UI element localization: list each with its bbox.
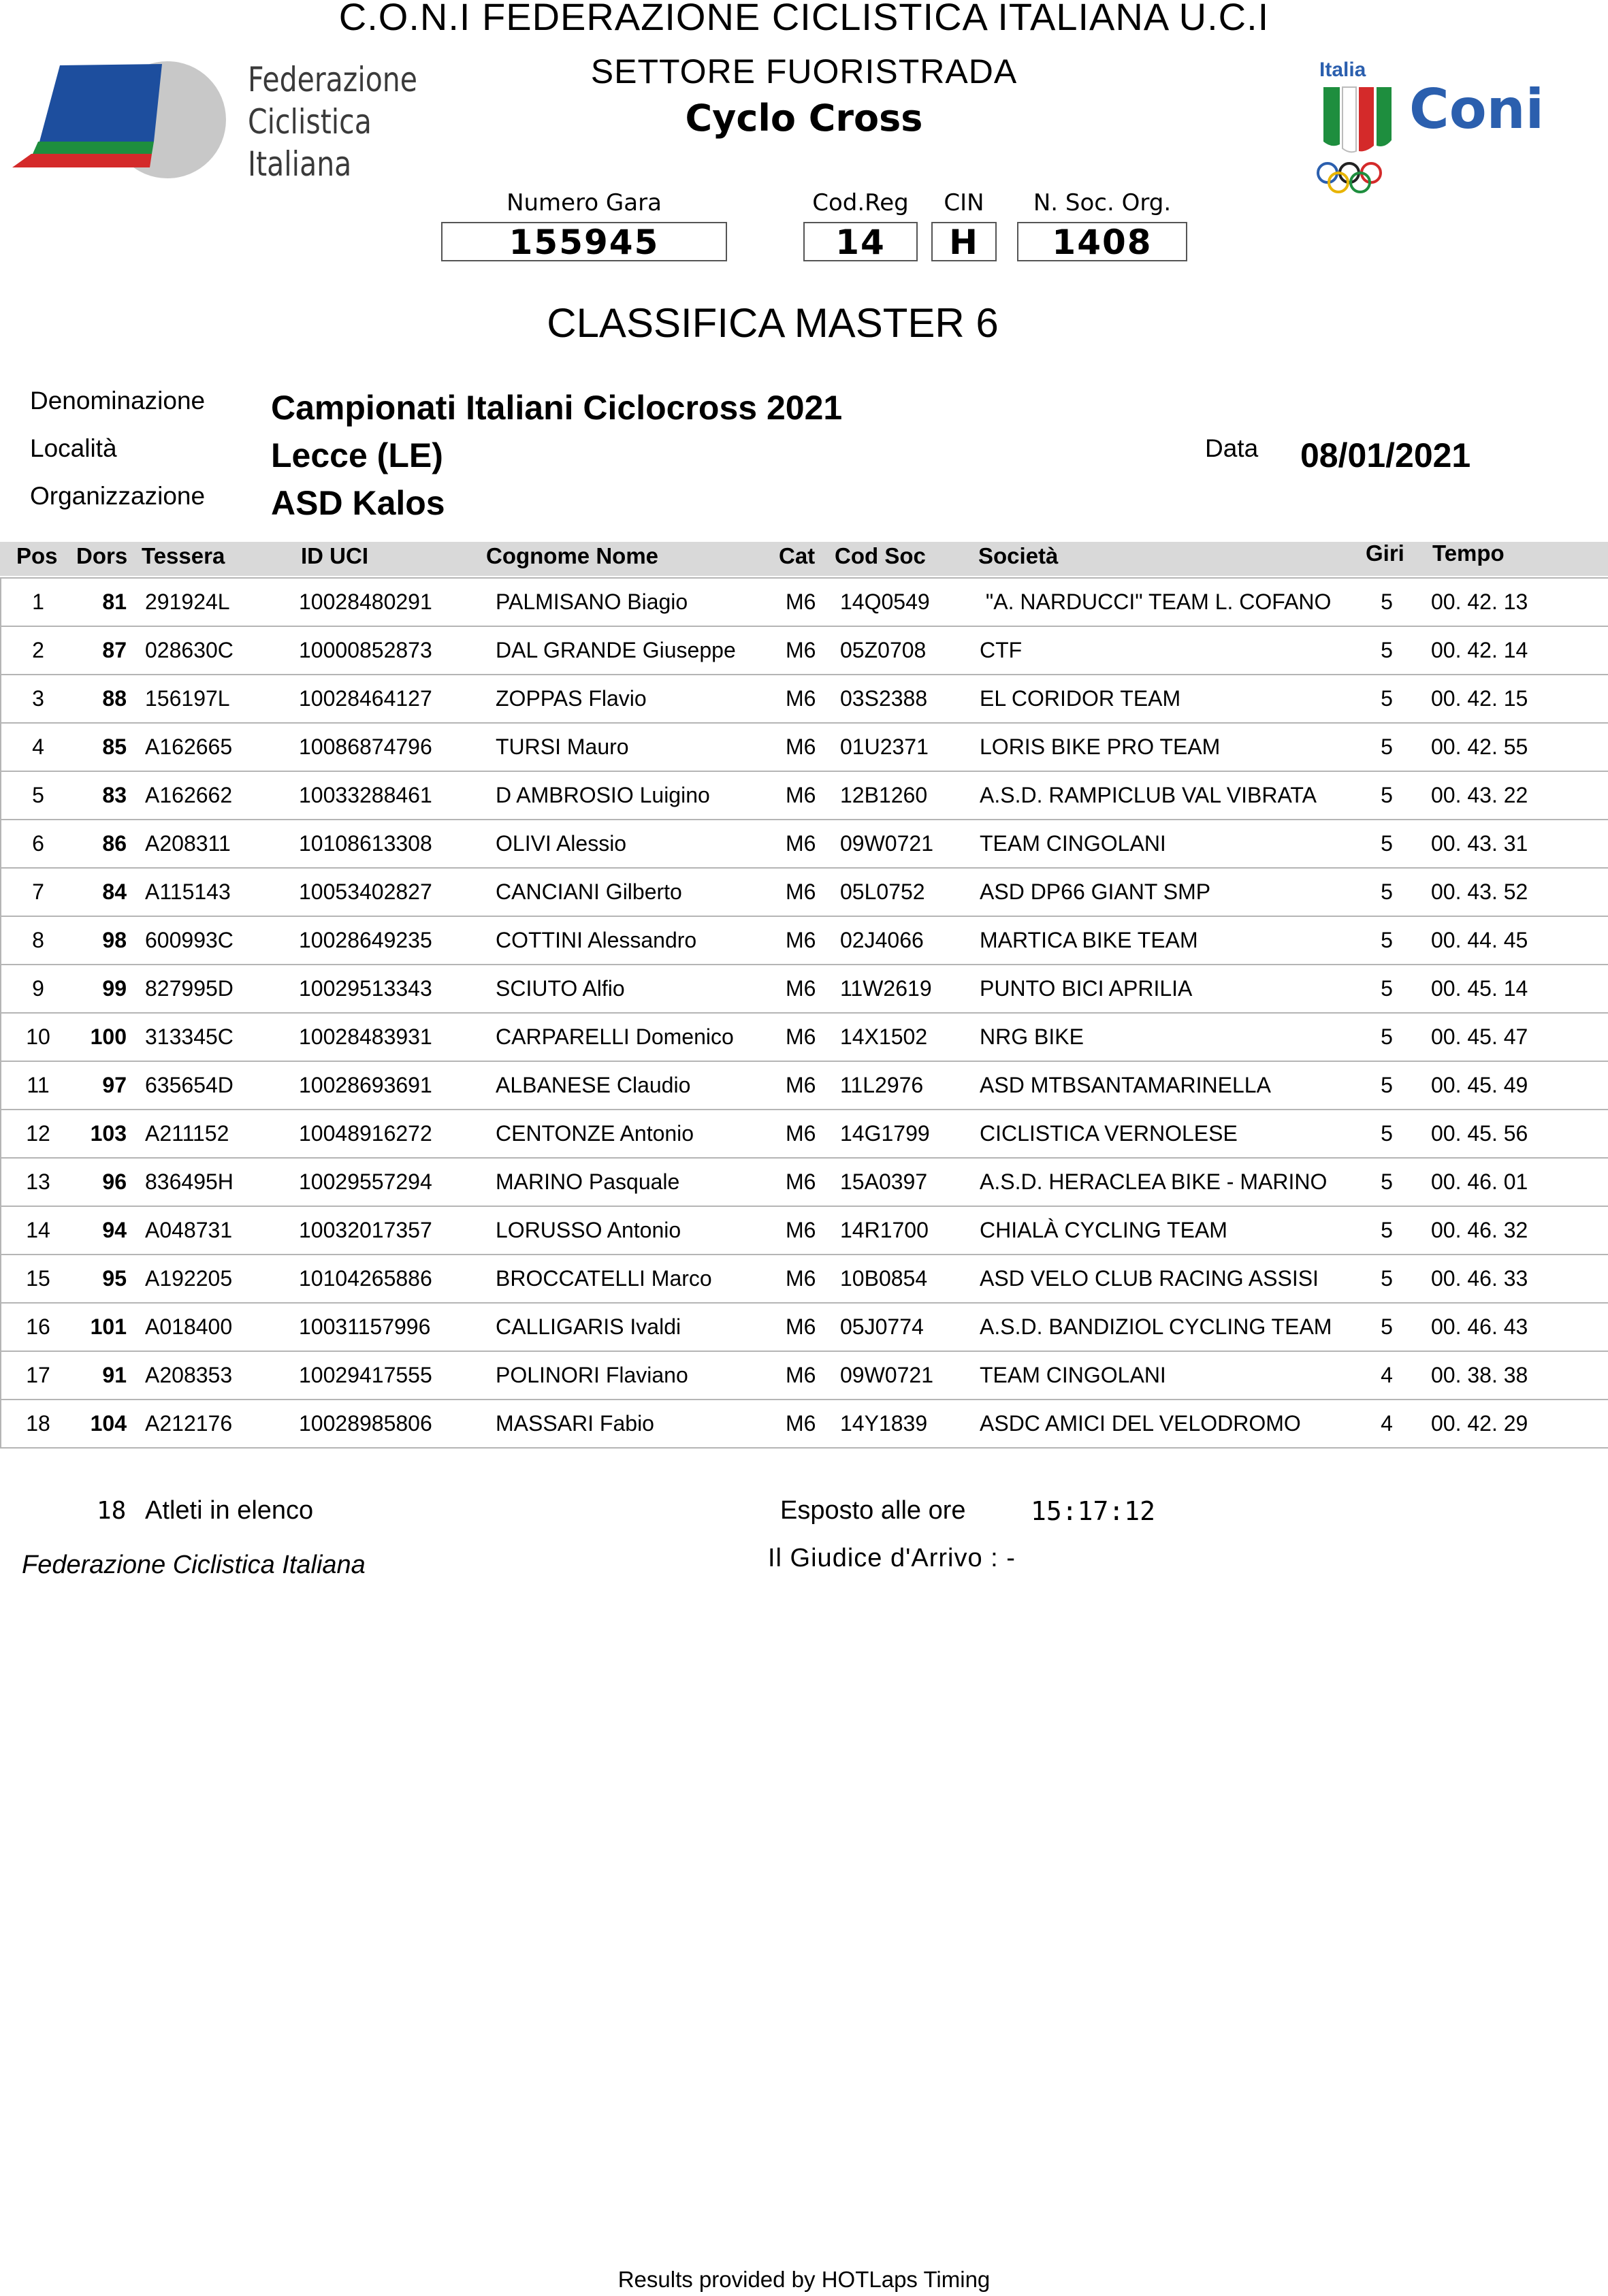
col-header-id-uci: ID UCI	[301, 543, 368, 568]
coni-logo-text: Coni	[1409, 78, 1545, 141]
cell-name: SCIUTO Alfio	[496, 976, 625, 1001]
cell-pos: 6	[32, 831, 44, 856]
cell-cod-soc: 10B0854	[840, 1266, 928, 1291]
cell-uci: 10086874796	[299, 734, 432, 759]
cell-tempo: 00. 42. 55	[1431, 734, 1528, 759]
col-header-tessera: Tessera	[142, 543, 225, 568]
cell-giri: 5	[1381, 1218, 1393, 1242]
esposto-label: Esposto alle ore	[780, 1496, 966, 1525]
cell-cat: M6	[786, 1363, 816, 1387]
cell-tempo: 00. 43. 31	[1431, 831, 1528, 856]
cell-tessera: A208353	[145, 1363, 233, 1387]
cell-uci: 10029417555	[299, 1363, 432, 1387]
cell-dors: 85	[102, 734, 127, 759]
cell-tempo: 00. 45. 14	[1431, 976, 1528, 1001]
cell-tessera: 827995D	[145, 976, 234, 1001]
cell-societa: A.S.D. HERACLEA BIKE - MARINO	[980, 1169, 1328, 1194]
document-header-title: C.O.N.I FEDERAZIONE CICLISTICA ITALIANA U.C.I	[338, 0, 1270, 38]
cell-societa: CHIALÀ CYCLING TEAM	[980, 1218, 1227, 1242]
cell-tempo: 00. 42. 14	[1431, 638, 1528, 662]
cell-name: MARINO Pasquale	[496, 1169, 680, 1194]
cell-pos: 1	[32, 589, 44, 614]
cell-dors: 99	[102, 976, 127, 1001]
cell-dors: 104	[90, 1411, 127, 1436]
cell-cod-soc: 03S2388	[840, 686, 928, 711]
cell-giri: 5	[1381, 831, 1393, 856]
fci-logo-line-2: Ciclistica	[248, 102, 372, 142]
cell-tessera: A162662	[145, 783, 233, 807]
table-row	[1, 724, 1608, 772]
cod-reg-value: 14	[803, 222, 918, 261]
cell-uci: 10033288461	[299, 783, 432, 807]
cell-tempo: 00. 45. 47	[1431, 1024, 1528, 1049]
table-row	[1, 579, 1608, 627]
cell-cod-soc: 09W0721	[840, 831, 933, 856]
col-header-cod-soc: Cod Soc	[835, 543, 926, 568]
cell-tessera: 291924L	[145, 589, 230, 614]
cell-dors: 95	[102, 1266, 127, 1291]
cell-societa: "A. NARDUCCI" TEAM L. COFANO	[980, 589, 1332, 614]
table-row	[1, 917, 1608, 965]
cell-dors: 101	[90, 1314, 127, 1339]
cell-pos: 11	[27, 1073, 50, 1097]
cell-tempo: 00. 45. 56	[1431, 1121, 1528, 1146]
table-row	[1, 627, 1608, 675]
cell-cod-soc: 15A0397	[840, 1169, 928, 1194]
results-table-body	[0, 577, 1608, 1449]
cell-tempo: 00. 42. 29	[1431, 1411, 1528, 1436]
cell-cod-soc: 05Z0708	[840, 638, 927, 662]
esposto-time: 15:17:12	[1031, 1496, 1156, 1526]
cell-cod-soc: 14X1502	[840, 1024, 928, 1049]
cell-giri: 5	[1381, 1169, 1393, 1194]
cell-societa: TEAM CINGOLANI	[980, 1363, 1166, 1387]
cell-uci: 10048916272	[299, 1121, 432, 1146]
cell-giri: 5	[1381, 734, 1393, 759]
coni-logo	[1314, 59, 1545, 201]
cell-tessera: A162665	[145, 734, 233, 759]
col-header-societa: Società	[978, 543, 1059, 568]
data-value: 08/01/2021	[1300, 436, 1471, 474]
cell-pos: 9	[32, 976, 44, 1001]
cell-pos: 3	[32, 686, 44, 711]
table-row	[1, 1400, 1608, 1449]
cell-tessera: 635654D	[145, 1073, 234, 1097]
col-header-cat: Cat	[779, 543, 816, 568]
cell-dors: 96	[102, 1169, 127, 1194]
fci-logo-mark	[12, 59, 257, 181]
cell-dors: 84	[102, 879, 127, 904]
cell-uci: 10053402827	[299, 879, 432, 904]
cell-name: DAL GRANDE Giuseppe	[496, 638, 736, 662]
cell-tempo: 00. 46. 32	[1431, 1218, 1528, 1242]
cell-tessera: 836495H	[145, 1169, 234, 1194]
cell-societa: A.S.D. RAMPICLUB VAL VIBRATA	[980, 783, 1317, 807]
cell-tessera: A115143	[145, 879, 231, 904]
cell-cat: M6	[786, 976, 816, 1001]
cell-pos: 18	[26, 1411, 50, 1436]
cell-giri: 4	[1381, 1363, 1393, 1387]
cell-giri: 5	[1381, 1073, 1393, 1097]
cell-tessera: A212176	[145, 1411, 233, 1436]
cell-pos: 2	[32, 638, 44, 662]
col-header-pos: Pos	[16, 543, 58, 568]
cell-tempo: 00. 46. 01	[1431, 1169, 1528, 1194]
cell-name: ZOPPAS Flavio	[496, 686, 647, 711]
cell-name: ALBANESE Claudio	[496, 1073, 691, 1097]
cell-tempo: 00. 45. 49	[1431, 1073, 1528, 1097]
cell-giri: 5	[1381, 1121, 1393, 1146]
numero-gara-label: Numero Gara	[506, 189, 662, 216]
cell-tempo: 00. 43. 22	[1431, 783, 1528, 807]
cell-dors: 97	[102, 1073, 127, 1097]
cell-name: MASSARI Fabio	[496, 1411, 654, 1436]
cell-uci: 10108613308	[299, 831, 432, 856]
table-row	[1, 1062, 1608, 1110]
cell-giri: 5	[1381, 1314, 1393, 1339]
cell-uci: 10031157996	[299, 1314, 431, 1339]
table-row	[1, 1110, 1608, 1159]
cell-cat: M6	[786, 1218, 816, 1242]
cod-reg-label: Cod.Reg	[812, 189, 909, 216]
cell-name: POLINORI Flaviano	[496, 1363, 688, 1387]
cell-pos: 5	[32, 783, 44, 807]
fci-logo	[12, 59, 418, 188]
cell-pos: 13	[26, 1169, 50, 1194]
cell-cod-soc: 14Q0549	[840, 589, 930, 614]
cell-tessera: 600993C	[145, 928, 234, 952]
cell-uci: 10028693691	[299, 1073, 432, 1097]
cell-societa: A.S.D. BANDIZIOL CYCLING TEAM	[980, 1314, 1332, 1339]
cell-uci: 10104265886	[299, 1266, 432, 1291]
cell-societa: EL CORIDOR TEAM	[980, 686, 1181, 711]
table-row	[1, 675, 1608, 724]
cell-cat: M6	[786, 734, 816, 759]
sector-title: SETTORE FUORISTRADA	[590, 52, 1018, 91]
cell-tessera: 313345C	[145, 1024, 234, 1049]
numero-gara-value: 155945	[441, 222, 727, 261]
cell-cod-soc: 11W2619	[840, 976, 932, 1001]
cell-dors: 87	[102, 638, 127, 662]
cell-dors: 100	[90, 1024, 127, 1049]
cell-cat: M6	[786, 1121, 816, 1146]
table-row	[1, 820, 1608, 869]
table-row	[1, 1014, 1608, 1062]
fci-logo-line-3: Italiana	[248, 144, 352, 184]
soc-org-label: N. Soc. Org.	[1033, 189, 1172, 216]
cell-societa: PUNTO BICI APRILIA	[980, 976, 1193, 1001]
cell-giri: 5	[1381, 928, 1393, 952]
cell-cod-soc: 01U2371	[840, 734, 929, 759]
cell-pos: 10	[26, 1024, 50, 1049]
table-row	[1, 1352, 1608, 1400]
cell-dors: 81	[102, 589, 127, 614]
cell-societa: NRG BIKE	[980, 1024, 1084, 1049]
federation-name: Federazione Ciclistica Italiana	[22, 1551, 366, 1579]
cin-label: CIN	[944, 189, 984, 216]
cell-pos: 7	[32, 879, 44, 904]
cell-uci: 10028464127	[299, 686, 432, 711]
cell-dors: 91	[102, 1363, 127, 1387]
cell-tempo: 00. 38. 38	[1431, 1363, 1528, 1387]
table-row	[1, 1255, 1608, 1304]
cell-cod-soc: 12B1260	[840, 783, 928, 807]
soc-org-value: 1408	[1017, 222, 1187, 261]
cell-pos: 14	[26, 1218, 50, 1242]
cin-value: H	[931, 222, 997, 261]
localita-label: Località	[30, 434, 117, 462]
cell-name: COTTINI Alessandro	[496, 928, 697, 952]
cell-dors: 98	[102, 928, 127, 952]
cell-giri: 4	[1381, 1411, 1393, 1436]
athlete-count	[97, 1496, 313, 1525]
cell-name: CARPARELLI Domenico	[496, 1024, 734, 1049]
cell-societa: ASD MTBSANTAMARINELLA	[980, 1073, 1271, 1097]
table-row	[1, 1207, 1608, 1255]
results-provider: Results provided by HOTLaps Timing	[617, 2267, 991, 2292]
cell-cat: M6	[786, 783, 816, 807]
data-label: Data	[1205, 434, 1259, 462]
cell-tessera: A192205	[145, 1266, 233, 1291]
table-row	[1, 772, 1608, 820]
cell-giri: 5	[1381, 1024, 1393, 1049]
cell-uci: 10029557294	[299, 1169, 432, 1194]
cell-uci: 10028480291	[299, 589, 432, 614]
cell-tempo: 00. 43. 52	[1431, 879, 1528, 904]
cell-societa: ASD VELO CLUB RACING ASSISI	[980, 1266, 1319, 1291]
cell-tempo: 00. 46. 33	[1431, 1266, 1528, 1291]
cell-dors: 86	[102, 831, 127, 856]
cell-uci: 10032017357	[299, 1218, 432, 1242]
cell-cat: M6	[786, 831, 816, 856]
cell-name: CANCIANI Gilberto	[496, 879, 682, 904]
cell-giri: 5	[1381, 783, 1393, 807]
cell-giri: 5	[1381, 1266, 1393, 1291]
organizzazione-value: ASD Kalos	[271, 484, 445, 522]
cell-name: CENTONZE Antonio	[496, 1121, 694, 1146]
cell-uci: 10029513343	[299, 976, 432, 1001]
cell-name: PALMISANO Biagio	[496, 589, 688, 614]
cell-societa: CICLISTICA VERNOLESE	[980, 1121, 1238, 1146]
cell-giri: 5	[1381, 879, 1393, 904]
cell-dors: 103	[90, 1121, 127, 1146]
cell-dors: 83	[102, 783, 127, 807]
cell-giri: 5	[1381, 589, 1393, 614]
athlete-count-number: 18	[97, 1497, 127, 1525]
cell-cod-soc: 11L2976	[840, 1073, 924, 1097]
col-header-tempo: Tempo	[1432, 540, 1505, 566]
classifica-title: CLASSIFICA MASTER 6	[547, 300, 999, 346]
cell-tessera: A208311	[145, 831, 231, 856]
cell-cat: M6	[786, 1411, 816, 1436]
cell-tempo: 00. 42. 13	[1431, 589, 1528, 614]
cell-uci: 10028985806	[299, 1411, 432, 1436]
cell-name: OLIVI Alessio	[496, 831, 627, 856]
cell-cat: M6	[786, 1073, 816, 1097]
coni-shield-icon	[1318, 83, 1400, 165]
organizzazione-label: Organizzazione	[30, 482, 206, 510]
discipline-title: Cyclo Cross	[685, 97, 923, 140]
cell-cat: M6	[786, 1266, 816, 1291]
cell-societa: TEAM CINGOLANI	[980, 831, 1166, 856]
cell-tempo: 00. 42. 15	[1431, 686, 1528, 711]
cell-cod-soc: 14R1700	[840, 1218, 929, 1242]
olympic-rings-icon	[1314, 161, 1402, 195]
table-row	[1, 965, 1608, 1014]
cell-cat: M6	[786, 1169, 816, 1194]
cell-tessera: A018400	[145, 1314, 233, 1339]
cell-societa: CTF	[980, 638, 1023, 662]
athlete-count-label: Atleti in elenco	[145, 1496, 314, 1525]
cell-cat: M6	[786, 1314, 816, 1339]
cell-cat: M6	[786, 1024, 816, 1049]
cell-name: D AMBROSIO Luigino	[496, 783, 710, 807]
cell-name: BROCCATELLI Marco	[496, 1266, 712, 1291]
cell-cod-soc: 14G1799	[840, 1121, 930, 1146]
cell-giri: 5	[1381, 638, 1393, 662]
cell-tessera: A048731	[145, 1218, 233, 1242]
fci-logo-line-1: Federazione	[248, 60, 418, 99]
localita-value: Lecce (LE)	[271, 436, 443, 474]
cell-tempo: 00. 46. 43	[1431, 1314, 1528, 1339]
cell-cat: M6	[786, 928, 816, 952]
cell-dors: 94	[102, 1218, 127, 1242]
cell-uci: 10000852873	[299, 638, 432, 662]
table-row	[1, 869, 1608, 917]
cell-cod-soc: 05J0774	[840, 1314, 924, 1339]
cell-giri: 5	[1381, 686, 1393, 711]
table-row	[1, 1159, 1608, 1207]
cell-pos: 4	[32, 734, 44, 759]
cell-tempo: 00. 44. 45	[1431, 928, 1528, 952]
cell-pos: 16	[26, 1314, 50, 1339]
cell-societa: LORIS BIKE PRO TEAM	[980, 734, 1221, 759]
cell-name: CALLIGARIS Ivaldi	[496, 1314, 681, 1339]
cell-pos: 8	[32, 928, 44, 952]
cell-cod-soc: 02J4066	[840, 928, 924, 952]
cell-pos: 17	[26, 1363, 50, 1387]
cell-giri: 5	[1381, 976, 1393, 1001]
cell-cat: M6	[786, 589, 816, 614]
cell-dors: 88	[102, 686, 127, 711]
giudice-arrivo: Il Giudice d'Arrivo : -	[768, 1544, 1016, 1572]
cell-tessera: 156197L	[145, 686, 230, 711]
cell-uci: 10028649235	[299, 928, 432, 952]
cell-uci: 10028483931	[299, 1024, 432, 1049]
cell-pos: 12	[26, 1121, 50, 1146]
coni-logo-italia: Italia	[1319, 59, 1366, 81]
cell-cat: M6	[786, 638, 816, 662]
cell-societa: ASDC AMICI DEL VELODROMO	[980, 1411, 1301, 1436]
cell-cod-soc: 14Y1839	[840, 1411, 928, 1436]
cell-pos: 15	[26, 1266, 50, 1291]
cell-tessera: A211152	[145, 1121, 229, 1146]
denominazione-value: Campionati Italiani Ciclocross 2021	[271, 389, 843, 427]
col-header-dors: Dors	[76, 543, 128, 568]
col-header-giri: Giri	[1366, 540, 1404, 566]
cell-cod-soc: 05L0752	[840, 879, 925, 904]
col-header-cognome-nome: Cognome Nome	[486, 543, 659, 568]
table-row	[1, 1304, 1608, 1352]
cell-cat: M6	[786, 879, 816, 904]
cell-societa: MARTICA BIKE TEAM	[980, 928, 1198, 952]
cell-tessera: 028630C	[145, 638, 234, 662]
cell-cod-soc: 09W0721	[840, 1363, 933, 1387]
cell-name: LORUSSO Antonio	[496, 1218, 681, 1242]
cell-societa: ASD DP66 GIANT SMP	[980, 879, 1211, 904]
cell-cat: M6	[786, 686, 816, 711]
denominazione-label: Denominazione	[30, 387, 206, 415]
cell-name: TURSI Mauro	[496, 734, 629, 759]
